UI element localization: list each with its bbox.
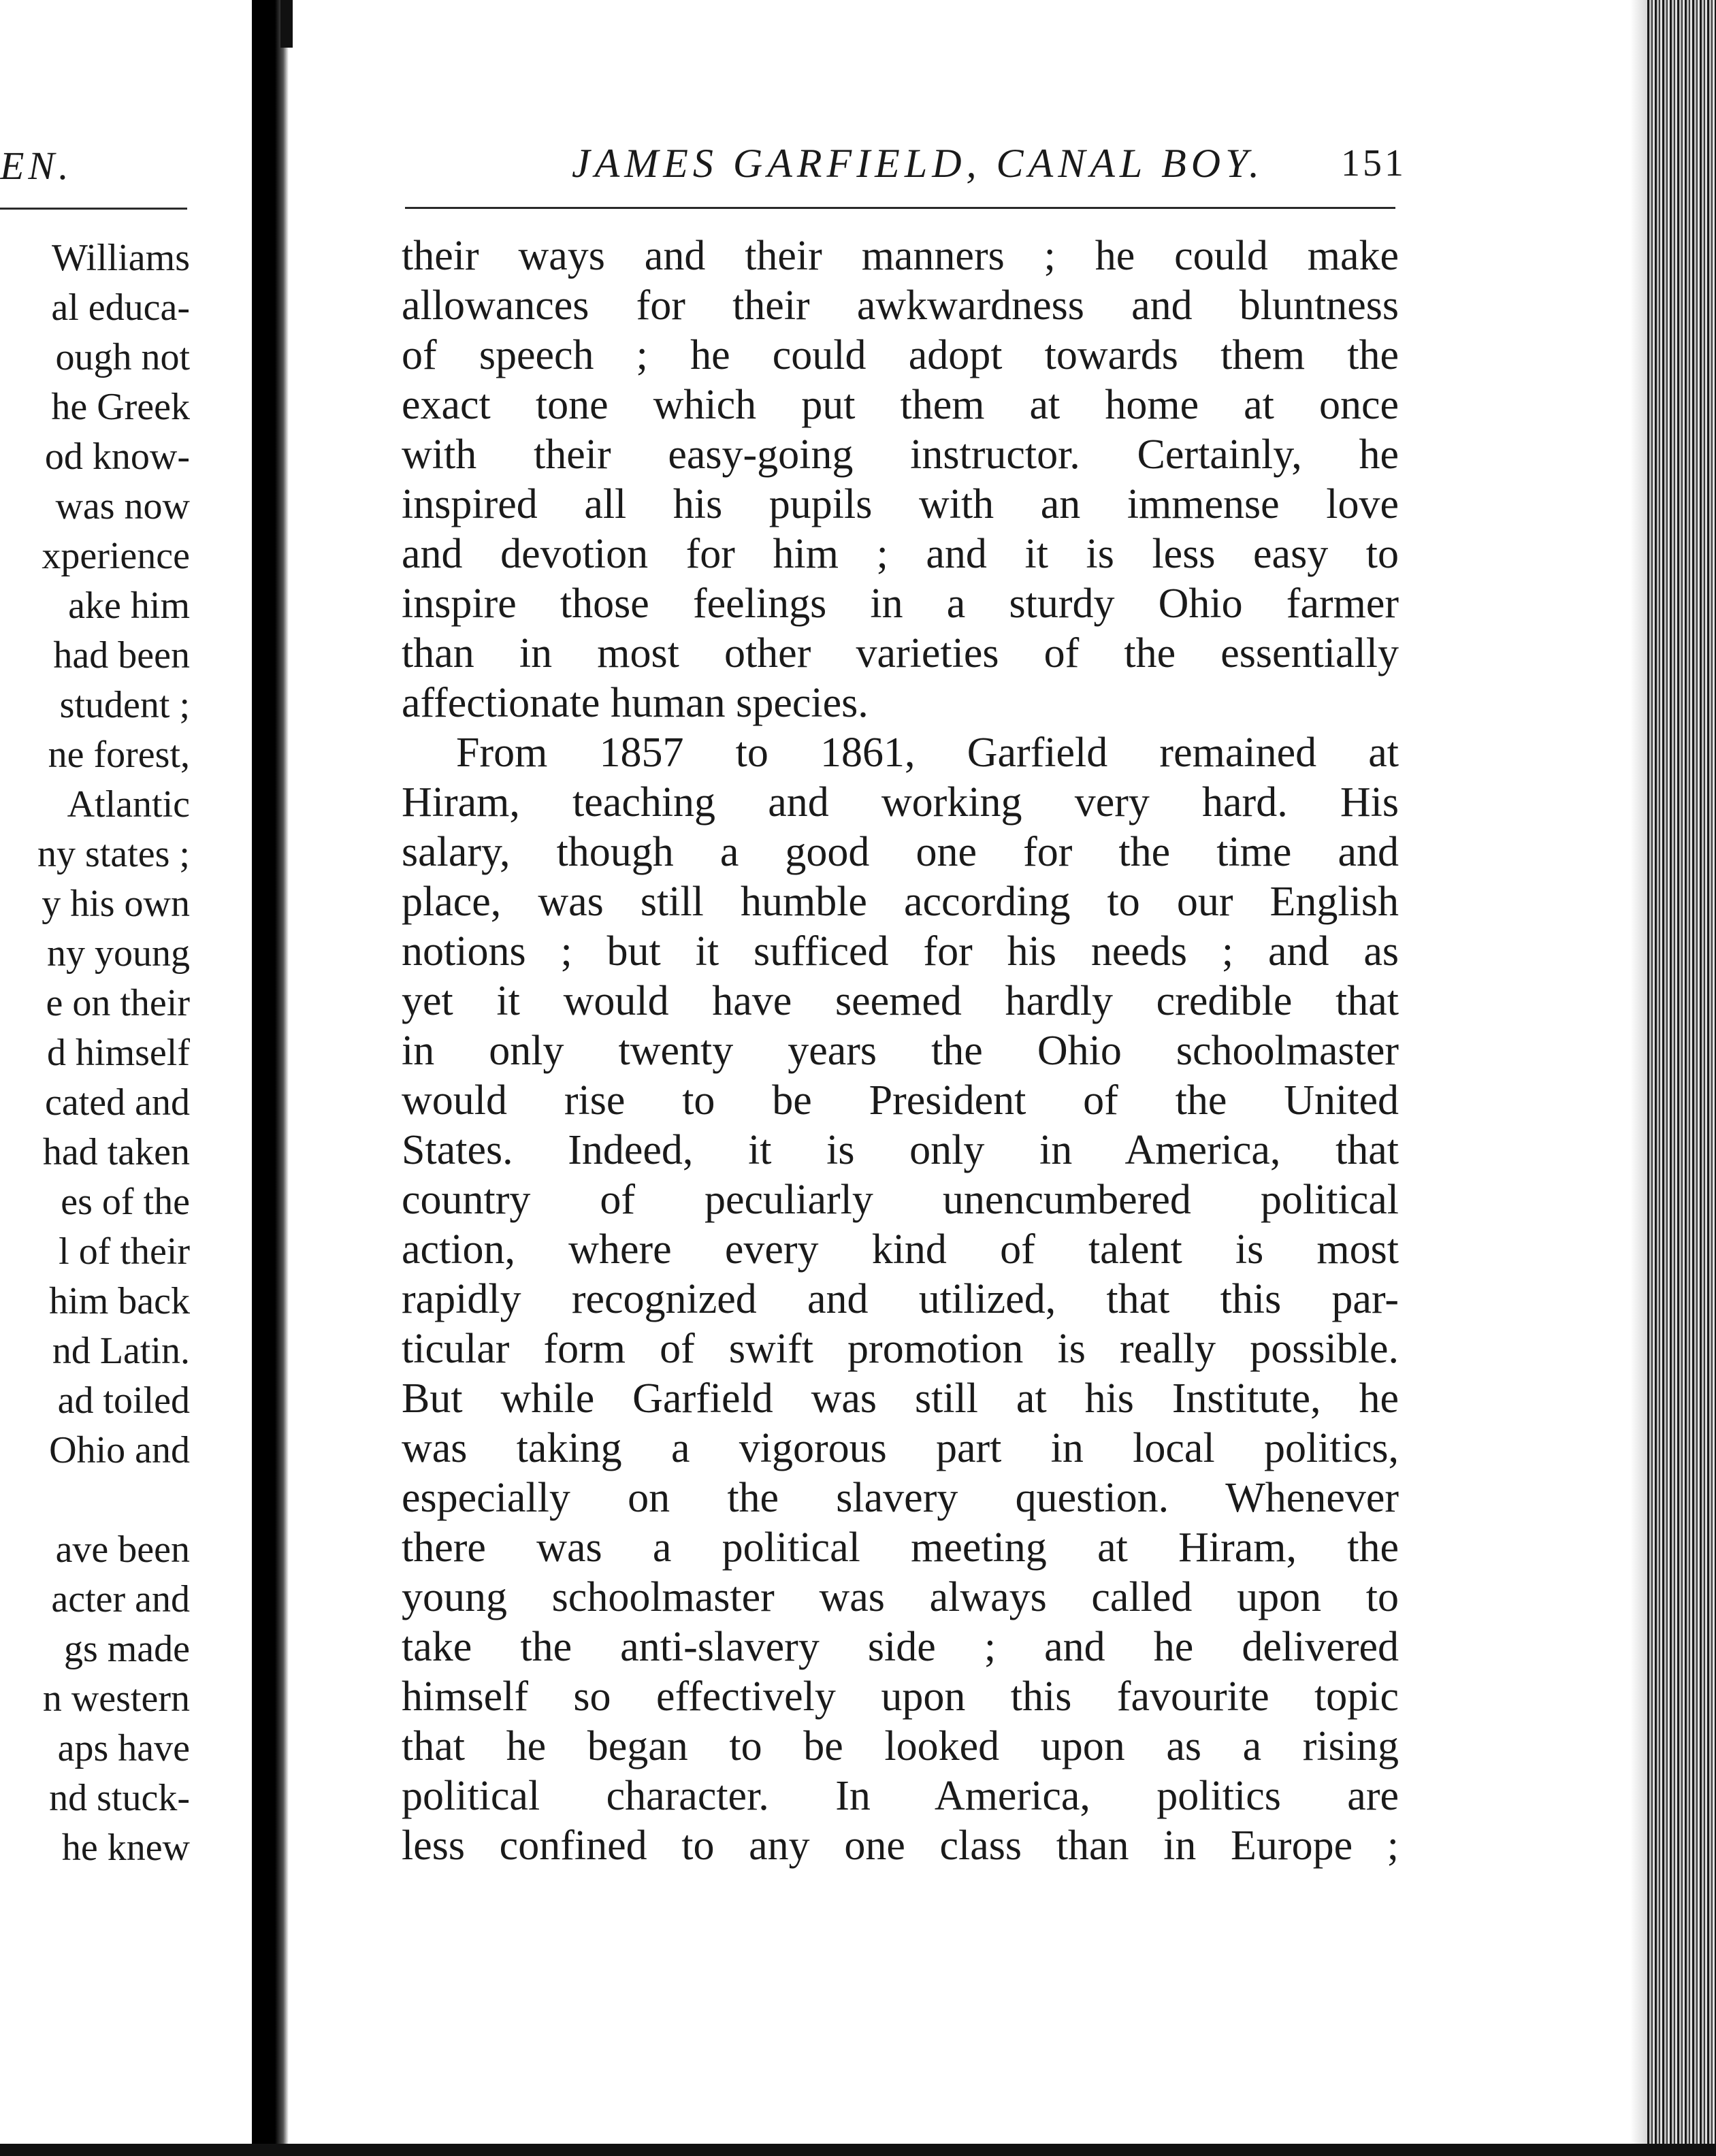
body-text-line: From 1857 to 1861, Garfield remained at bbox=[456, 730, 1399, 776]
left-text-line: had taken bbox=[42, 1131, 190, 1173]
body-text-line: inspire those feelings in a sturdy Ohio farmer bbox=[402, 581, 1399, 627]
left-text-line: cated and bbox=[45, 1081, 190, 1124]
left-text-line bbox=[0, 1475, 190, 1525]
body-text-line: country of peculiarly unencumbered political bbox=[402, 1177, 1399, 1223]
left-text-line: he knew bbox=[61, 1827, 190, 1869]
left-text-line: e on their bbox=[46, 982, 190, 1024]
body-text-line: But while Garfield was still at his Institute, he bbox=[402, 1375, 1399, 1422]
body-text-line: take the anti-slavery side ; and he delivered bbox=[402, 1624, 1399, 1670]
left-text-line: es of the bbox=[61, 1181, 190, 1223]
left-text-line: Ohio and bbox=[49, 1429, 190, 1471]
left-text-line: y his own bbox=[42, 883, 190, 925]
left-text-line: nd Latin. bbox=[52, 1330, 190, 1372]
running-head: JAMES GARFIELD, CANAL BOY. bbox=[572, 141, 1264, 186]
body-text-line: exact tone which put them at home at once bbox=[402, 382, 1399, 428]
left-text-line: ny young bbox=[47, 932, 190, 975]
left-text-line: Williams bbox=[51, 237, 190, 279]
left-text-line: student ; bbox=[59, 684, 190, 726]
left-text-line: ne forest, bbox=[48, 734, 190, 776]
left-text-line: xperience bbox=[42, 535, 190, 577]
body-text-line: notions ; but it sufficed for his needs ; and as bbox=[402, 928, 1399, 975]
body-text-line: ticular form of swift promotion is really possible. bbox=[402, 1326, 1399, 1372]
left-text-line: him back bbox=[49, 1280, 190, 1322]
body-text-line: would rise to be President of the United bbox=[402, 1077, 1399, 1124]
body-text-line: salary, though a good one for the time and bbox=[402, 829, 1399, 875]
left-text-line: al educa- bbox=[51, 287, 190, 329]
left-running-head: EN. bbox=[0, 144, 73, 188]
body-text-line: was taking a vigorous part in local politics, bbox=[402, 1425, 1399, 1471]
body-text-line: in only twenty years the Ohio schoolmaster bbox=[402, 1028, 1399, 1074]
left-text-line: l of their bbox=[59, 1230, 190, 1273]
gutter-edge bbox=[275, 0, 289, 2156]
body-text-line: States. Indeed, it is only in America, that bbox=[402, 1127, 1399, 1173]
right-page bbox=[293, 0, 1647, 2156]
left-text-line: ave been bbox=[55, 1529, 190, 1571]
body-text-line: than in most other varieties of the essentially bbox=[402, 630, 1399, 676]
body-text-line: place, was still humble according to our English bbox=[402, 879, 1399, 925]
left-text-line: ough not bbox=[55, 336, 190, 378]
left-text-line: ny states ; bbox=[37, 833, 190, 875]
left-text-line: d himself bbox=[47, 1032, 190, 1074]
book-fore-edge bbox=[1647, 0, 1716, 2156]
body-text-line: of speech ; he could adopt towards them the bbox=[402, 332, 1399, 378]
left-text-line: aps have bbox=[57, 1727, 190, 1769]
body-text-line: Hiram, teaching and working very hard. His bbox=[402, 779, 1399, 826]
left-text-line: he Greek bbox=[51, 386, 190, 428]
body-text-line: with their easy-going instructor. Certainly, he bbox=[402, 431, 1399, 478]
page-number: 151 bbox=[1341, 142, 1406, 184]
left-page bbox=[0, 0, 269, 2156]
body-text-line: yet it would have seemed hardly credible that bbox=[402, 978, 1399, 1024]
left-text-line: was now bbox=[55, 485, 190, 527]
body-text-line: less confined to any one class than in Europe ; bbox=[402, 1823, 1399, 1869]
body-text-line: himself so effectively upon this favourite topic bbox=[402, 1673, 1399, 1720]
body-text-line: inspired all his pupils with an immense love bbox=[402, 481, 1399, 527]
left-text-line: gs made bbox=[63, 1628, 190, 1670]
left-text-line: ake him bbox=[68, 585, 190, 627]
body-text-line: political character. In America, politics are bbox=[402, 1773, 1399, 1819]
body-text-line: young schoolmaster was always called upon to bbox=[402, 1574, 1399, 1620]
left-head-rule bbox=[0, 208, 187, 210]
body-text-line: affectionate human species. bbox=[402, 680, 869, 726]
left-page-text bbox=[0, 233, 190, 1873]
left-text-line: od know- bbox=[44, 436, 190, 478]
body-text-line: that he began to be looked upon as a rising bbox=[402, 1723, 1399, 1769]
body-text bbox=[402, 231, 1399, 1871]
body-text-line: and devotion for him ; and it is less easy to bbox=[402, 531, 1399, 577]
head-rule bbox=[405, 207, 1395, 209]
body-text-line: their ways and their manners ; he could make bbox=[402, 233, 1399, 279]
left-text-line: ad toiled bbox=[57, 1379, 190, 1422]
body-text-line: allowances for their awkwardness and bluntness bbox=[402, 282, 1399, 329]
body-text-line: action, where every kind of talent is most bbox=[402, 1226, 1399, 1273]
body-text-line: there was a political meeting at Hiram, the bbox=[402, 1524, 1399, 1571]
left-text-line: Atlantic bbox=[67, 783, 190, 826]
left-text-line: had been bbox=[53, 634, 190, 676]
left-text-line: acter and bbox=[51, 1578, 190, 1620]
left-text-line: nd stuck- bbox=[49, 1777, 190, 1819]
body-text-line: especially on the slavery question. Whenever bbox=[402, 1475, 1399, 1521]
bottom-edge-band bbox=[0, 2144, 1716, 2156]
body-text-line: rapidly recognized and utilized, that this par- bbox=[402, 1276, 1399, 1322]
left-text-line: n western bbox=[42, 1678, 190, 1720]
